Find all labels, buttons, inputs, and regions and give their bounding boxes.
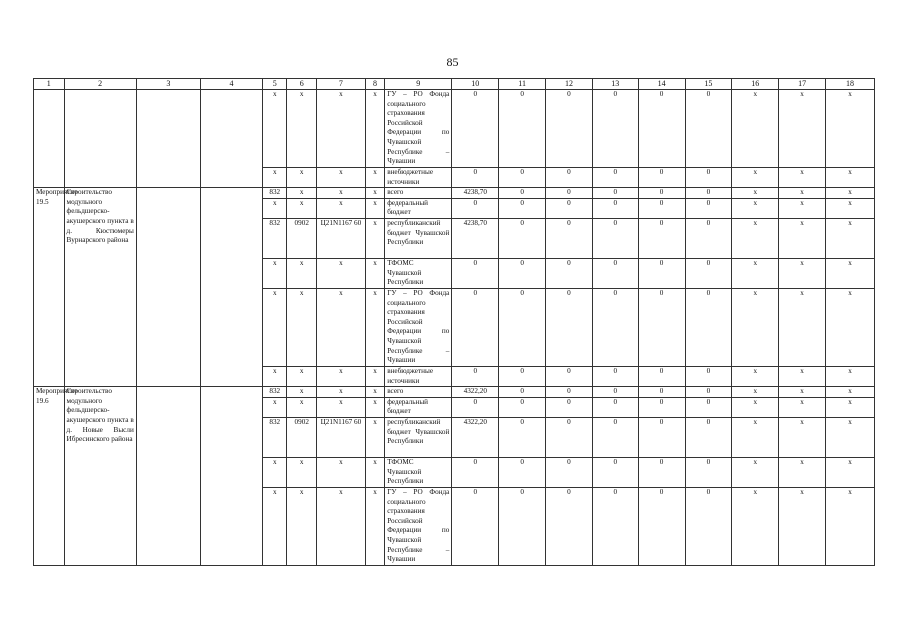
value-cell: x xyxy=(779,90,826,168)
code-cell: x xyxy=(263,397,287,417)
page-number: 85 xyxy=(446,55,459,69)
code-cell: x xyxy=(365,90,384,168)
value-cell: 0 xyxy=(685,198,732,218)
value-cell: 0 xyxy=(592,218,638,258)
code-cell: x xyxy=(263,288,287,366)
value-cell: 0 xyxy=(638,397,685,417)
code-cell: x xyxy=(365,198,384,218)
value-cell: 0 xyxy=(685,168,732,188)
value-cell: 0 xyxy=(638,198,685,218)
value-cell: x xyxy=(779,188,826,199)
value-cell: x xyxy=(779,397,826,417)
value-cell: 0 xyxy=(546,168,593,188)
code-cell: x xyxy=(316,387,365,398)
value-cell: 0 xyxy=(546,258,593,288)
value-cell: 0 xyxy=(499,387,546,398)
code-cell: Ц21N1167 60 xyxy=(316,417,365,457)
code-cell: 832 xyxy=(263,218,287,258)
value-cell: 4322,20 xyxy=(452,387,499,398)
value-cell: 4322,20 xyxy=(452,417,499,457)
value-cell: x xyxy=(825,168,874,188)
value-cell: 0 xyxy=(638,90,685,168)
value-cell: 0 xyxy=(592,397,638,417)
value-cell: 0 xyxy=(546,288,593,366)
column-header: 15 xyxy=(685,79,732,90)
column-header: 1 xyxy=(34,79,65,90)
code-cell: x xyxy=(287,198,317,218)
value-cell: 0 xyxy=(638,387,685,398)
value-cell: x xyxy=(825,258,874,288)
value-cell: 0 xyxy=(685,417,732,457)
funding-source: всего xyxy=(385,188,452,199)
code-cell: 832 xyxy=(263,188,287,199)
code-cell: x xyxy=(287,90,317,168)
code-cell: x xyxy=(287,366,317,386)
value-cell: x xyxy=(825,188,874,199)
measure-name: Строительство модульного фельдшерско-акушерского пункта в д. Новые Высли Ибресинского района xyxy=(64,387,136,566)
value-cell: 0 xyxy=(452,288,499,366)
table-row xyxy=(34,387,875,398)
funding-source: ГУ – РО Фонда социального страхования Российской Федерации по Чувашской Республике – Чувашии xyxy=(385,487,452,565)
funding-source: федеральный бюджет xyxy=(385,198,452,218)
code-cell: x xyxy=(287,397,317,417)
column-header: 5 xyxy=(263,79,287,90)
code-cell: x xyxy=(365,417,384,457)
value-cell: x xyxy=(825,198,874,218)
code-cell: x xyxy=(365,387,384,398)
value-cell: 0 xyxy=(499,288,546,366)
value-cell: 0 xyxy=(592,387,638,398)
value-cell: 0 xyxy=(452,90,499,168)
funding-source: внебюджетные источники xyxy=(385,168,452,188)
value-cell: 0 xyxy=(499,198,546,218)
value-cell: x xyxy=(732,90,779,168)
funding-source: республиканский бюджет Чувашской Республики xyxy=(385,218,452,258)
value-cell: x xyxy=(825,90,874,168)
code-cell: x xyxy=(365,188,384,199)
value-cell: x xyxy=(825,487,874,565)
code-cell: x xyxy=(316,397,365,417)
measure-name: Строительство модульного фельдшерско-акушерского пункта в д. Кюстюмеры Вурнарского района xyxy=(64,188,136,387)
funding-source: ТФОМС Чувашской Республики xyxy=(385,258,452,288)
value-cell: 0 xyxy=(592,417,638,457)
measure-label: Мероприятие 19.6 xyxy=(34,387,65,566)
value-cell: 0 xyxy=(592,90,638,168)
value-cell: 0 xyxy=(638,218,685,258)
code-cell: x xyxy=(365,457,384,487)
column-header: 11 xyxy=(499,79,546,90)
value-cell: 0 xyxy=(499,487,546,565)
code-cell: x xyxy=(316,288,365,366)
empty-cell xyxy=(34,90,65,168)
column-header: 14 xyxy=(638,79,685,90)
value-cell: 0 xyxy=(638,417,685,457)
value-cell: 4238,70 xyxy=(452,218,499,258)
value-cell: 0 xyxy=(592,258,638,288)
value-cell: x xyxy=(732,487,779,565)
value-cell: 0 xyxy=(499,457,546,487)
value-cell: 0 xyxy=(592,168,638,188)
value-cell: 0 xyxy=(685,387,732,398)
funding-source: федеральный бюджет xyxy=(385,397,452,417)
value-cell: x xyxy=(732,218,779,258)
code-cell: x xyxy=(316,198,365,218)
value-cell: x xyxy=(732,397,779,417)
table-row xyxy=(34,188,875,199)
value-cell: x xyxy=(732,387,779,398)
value-cell: 0 xyxy=(546,198,593,218)
empty-cell xyxy=(64,168,136,188)
funding-source: ГУ – РО Фонда социального страхования Российской Федерации по Чувашской Республике – Чувашии xyxy=(385,90,452,168)
value-cell: x xyxy=(825,387,874,398)
value-cell: 0 xyxy=(685,218,732,258)
value-cell: x xyxy=(732,366,779,386)
code-cell: x xyxy=(263,258,287,288)
value-cell: 0 xyxy=(546,387,593,398)
funding-source: внебюджетные источники xyxy=(385,366,452,386)
column-header: 18 xyxy=(825,79,874,90)
column-header: 3 xyxy=(136,79,200,90)
empty-cell xyxy=(34,168,65,188)
value-cell: 0 xyxy=(499,90,546,168)
value-cell: x xyxy=(732,457,779,487)
code-cell: 0902 xyxy=(287,417,317,457)
value-cell: 0 xyxy=(592,457,638,487)
value-cell: 0 xyxy=(499,258,546,288)
value-cell: 0 xyxy=(452,366,499,386)
value-cell: 0 xyxy=(685,288,732,366)
code-cell: x xyxy=(287,457,317,487)
value-cell: 0 xyxy=(685,366,732,386)
empty-cell xyxy=(200,168,262,188)
value-cell: 0 xyxy=(592,288,638,366)
code-cell: x xyxy=(263,457,287,487)
empty-cell xyxy=(136,90,200,168)
empty-cell xyxy=(200,188,262,387)
code-cell: 0902 xyxy=(287,218,317,258)
code-cell: x xyxy=(316,487,365,565)
code-cell: x xyxy=(365,218,384,258)
code-cell: Ц21N1167 60 xyxy=(316,218,365,258)
value-cell: 0 xyxy=(499,397,546,417)
value-cell: x xyxy=(779,366,826,386)
value-cell: 0 xyxy=(638,457,685,487)
value-cell: x xyxy=(779,417,826,457)
value-cell: x xyxy=(779,487,826,565)
value-cell: 0 xyxy=(546,90,593,168)
code-cell: x xyxy=(316,457,365,487)
value-cell: 0 xyxy=(592,487,638,565)
code-cell: x xyxy=(365,397,384,417)
code-cell: x xyxy=(316,366,365,386)
value-cell: 0 xyxy=(546,397,593,417)
column-header: 8 xyxy=(365,79,384,90)
value-cell: x xyxy=(779,218,826,258)
header-row xyxy=(34,79,875,90)
code-cell: 832 xyxy=(263,387,287,398)
value-cell: x xyxy=(779,387,826,398)
value-cell: 0 xyxy=(685,487,732,565)
value-cell: 0 xyxy=(685,90,732,168)
value-cell: 0 xyxy=(638,168,685,188)
funding-source: ГУ – РО Фонда социального страхования Российской Федерации по Чувашской Республике – Чувашии xyxy=(385,288,452,366)
code-cell: x xyxy=(316,90,365,168)
column-header: 12 xyxy=(546,79,593,90)
value-cell: x xyxy=(779,198,826,218)
code-cell: x xyxy=(287,387,317,398)
value-cell: x xyxy=(732,288,779,366)
column-header: 16 xyxy=(732,79,779,90)
code-cell: x xyxy=(316,168,365,188)
value-cell: 0 xyxy=(638,487,685,565)
value-cell: x xyxy=(732,168,779,188)
value-cell: x xyxy=(825,417,874,457)
column-header: 13 xyxy=(592,79,638,90)
code-cell: x xyxy=(287,288,317,366)
value-cell: x xyxy=(732,417,779,457)
value-cell: 0 xyxy=(452,487,499,565)
value-cell: 0 xyxy=(546,366,593,386)
code-cell: x xyxy=(316,258,365,288)
value-cell: 0 xyxy=(685,188,732,199)
column-header: 6 xyxy=(287,79,317,90)
funding-source: всего xyxy=(385,387,452,398)
value-cell: 0 xyxy=(546,487,593,565)
code-cell: x xyxy=(287,188,317,199)
value-cell: x xyxy=(779,457,826,487)
code-cell: x xyxy=(365,288,384,366)
empty-cell xyxy=(200,387,262,566)
value-cell: 0 xyxy=(452,397,499,417)
value-cell: 0 xyxy=(499,168,546,188)
value-cell: x xyxy=(732,258,779,288)
code-cell: x xyxy=(287,168,317,188)
value-cell: 0 xyxy=(546,188,593,199)
value-cell: 0 xyxy=(592,188,638,199)
empty-cell xyxy=(136,188,200,387)
table-row xyxy=(34,90,875,168)
empty-cell xyxy=(136,387,200,566)
code-cell: x xyxy=(263,198,287,218)
code-cell: x xyxy=(316,188,365,199)
value-cell: 0 xyxy=(638,288,685,366)
value-cell: 0 xyxy=(452,258,499,288)
funding-source: ТФОМС Чувашской Республики xyxy=(385,457,452,487)
value-cell: 0 xyxy=(592,198,638,218)
value-cell: 0 xyxy=(685,258,732,288)
code-cell: x xyxy=(365,168,384,188)
value-cell: x xyxy=(825,366,874,386)
value-cell: 0 xyxy=(452,198,499,218)
empty-cell xyxy=(136,168,200,188)
empty-cell xyxy=(64,90,136,168)
measure-label: Мероприятие 19.5 xyxy=(34,188,65,387)
empty-cell xyxy=(200,90,262,168)
value-cell: 0 xyxy=(546,218,593,258)
value-cell: x xyxy=(825,218,874,258)
funding-source: республиканский бюджет Чувашской Республики xyxy=(385,417,452,457)
column-header: 2 xyxy=(64,79,136,90)
value-cell: 0 xyxy=(452,168,499,188)
value-cell: 0 xyxy=(592,366,638,386)
value-cell: x xyxy=(779,168,826,188)
code-cell: 832 xyxy=(263,417,287,457)
value-cell: x xyxy=(779,288,826,366)
code-cell: x xyxy=(365,258,384,288)
value-cell: 0 xyxy=(685,457,732,487)
code-cell: x xyxy=(287,258,317,288)
budget-table xyxy=(33,78,875,566)
value-cell: x xyxy=(825,397,874,417)
code-cell: x xyxy=(263,366,287,386)
value-cell: 0 xyxy=(499,218,546,258)
code-cell: x xyxy=(263,487,287,565)
value-cell: x xyxy=(779,258,826,288)
column-header: 17 xyxy=(779,79,826,90)
value-cell: x xyxy=(732,198,779,218)
code-cell: x xyxy=(287,487,317,565)
value-cell: 0 xyxy=(638,258,685,288)
value-cell: 0 xyxy=(638,188,685,199)
value-cell: 0 xyxy=(499,417,546,457)
value-cell: 0 xyxy=(638,366,685,386)
value-cell: 4238,70 xyxy=(452,188,499,199)
value-cell: 0 xyxy=(499,188,546,199)
value-cell: x xyxy=(825,288,874,366)
code-cell: x xyxy=(263,90,287,168)
value-cell: x xyxy=(825,457,874,487)
table-row xyxy=(34,168,875,188)
value-cell: 0 xyxy=(546,457,593,487)
column-header: 4 xyxy=(200,79,262,90)
value-cell: 0 xyxy=(546,417,593,457)
column-header: 9 xyxy=(385,79,452,90)
column-header: 7 xyxy=(316,79,365,90)
code-cell: x xyxy=(263,168,287,188)
column-header: 10 xyxy=(452,79,499,90)
value-cell: 0 xyxy=(499,366,546,386)
value-cell: 0 xyxy=(452,457,499,487)
value-cell: x xyxy=(732,188,779,199)
value-cell: 0 xyxy=(685,397,732,417)
code-cell: x xyxy=(365,487,384,565)
code-cell: x xyxy=(365,366,384,386)
